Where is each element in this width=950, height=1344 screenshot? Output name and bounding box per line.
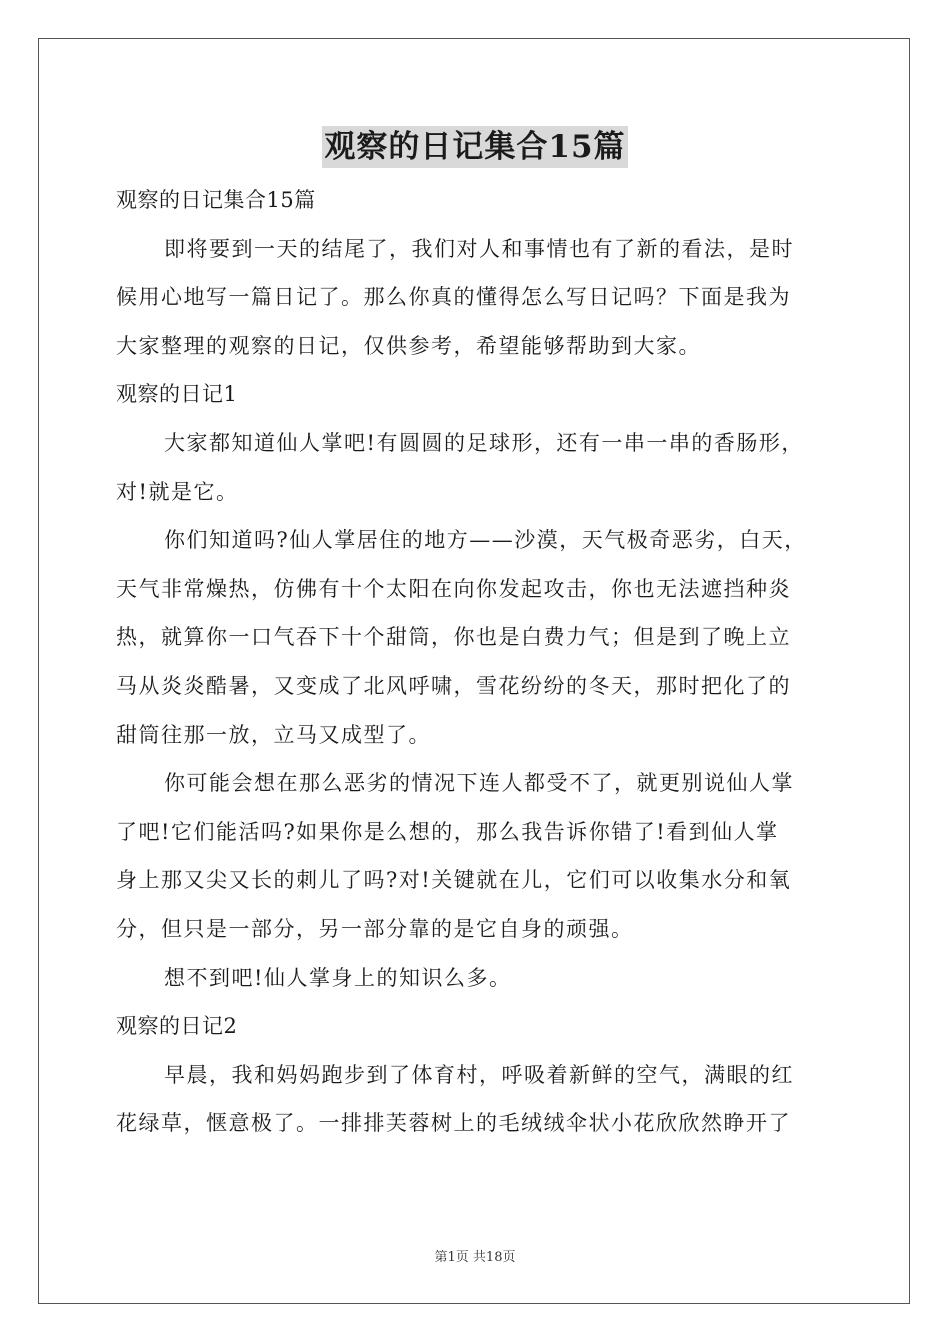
section-heading: 观察的日记集合15篇 xyxy=(116,188,316,212)
text-line: 身上那又尖又长的刺儿了吗?对!关键就在儿，它们可以收集水分和氧 xyxy=(116,868,792,893)
text-line: 候用心地写一篇日记了。那么你真的懂得怎么写日记吗？下面是我为 xyxy=(116,285,791,310)
document-body xyxy=(116,176,838,1148)
document-title xyxy=(0,126,950,168)
text-line: 甜筒往那一放，立马又成型了。 xyxy=(116,722,431,747)
page-footer: 第1页 共18页 xyxy=(434,1250,516,1265)
text-line: 对!就是它。 xyxy=(116,479,239,504)
text-line: 分，但只是一部分，另一部分靠的是它自身的顽强。 xyxy=(116,916,634,941)
text-line: 想不到吧!仙人掌身上的知识么多。 xyxy=(164,965,512,990)
text-line: 你们知道吗?仙人掌居住的地方——沙漠，天气极奇恶劣，白天， xyxy=(164,528,807,553)
text-line: 大家都知道仙人掌吧!有圆圆的足球形，还有一串一串的香肠形， xyxy=(164,430,804,455)
section-heading: 观察的日记2 xyxy=(116,1014,238,1039)
text-line: 早晨，我和妈妈跑步到了体育村，呼吸着新鲜的空气，满眼的红 xyxy=(164,1062,794,1087)
text-line: 即将要到一天的结尾了，我们对人和事情也有了新的看法，是时 xyxy=(164,236,794,261)
text-line: 马从炎炎酷暑，又变成了北风呼啸，雪花纷纷的冬天，那时把化了的 xyxy=(116,673,791,698)
document-title-text: 观察的日记集合15篇 xyxy=(322,126,627,168)
text-line: 大家整理的观察的日记，仅供参考，希望能够帮助到大家。 xyxy=(116,333,701,358)
text-line: 热，就算你一口气吞下十个甜筒，你也是白费力气；但是到了晚上立 xyxy=(116,625,791,650)
text-line: 你可能会想在那么恶劣的情况下连人都受不了，就更别说仙人掌 xyxy=(164,771,794,796)
text-line: 花绿草，惬意极了。一排排芙蓉树上的毛绒绒伞状小花欣欣然睁开了 xyxy=(116,1111,791,1136)
text-line: 了吧!它们能活吗?如果你是么想的，那么我告诉你错了!看到仙人掌 xyxy=(116,819,779,844)
section-heading: 观察的日记1 xyxy=(116,382,238,407)
text-line: 天气非常燥热，仿佛有十个太阳在向你发起攻击，你也无法遮挡种炎 xyxy=(116,576,791,601)
